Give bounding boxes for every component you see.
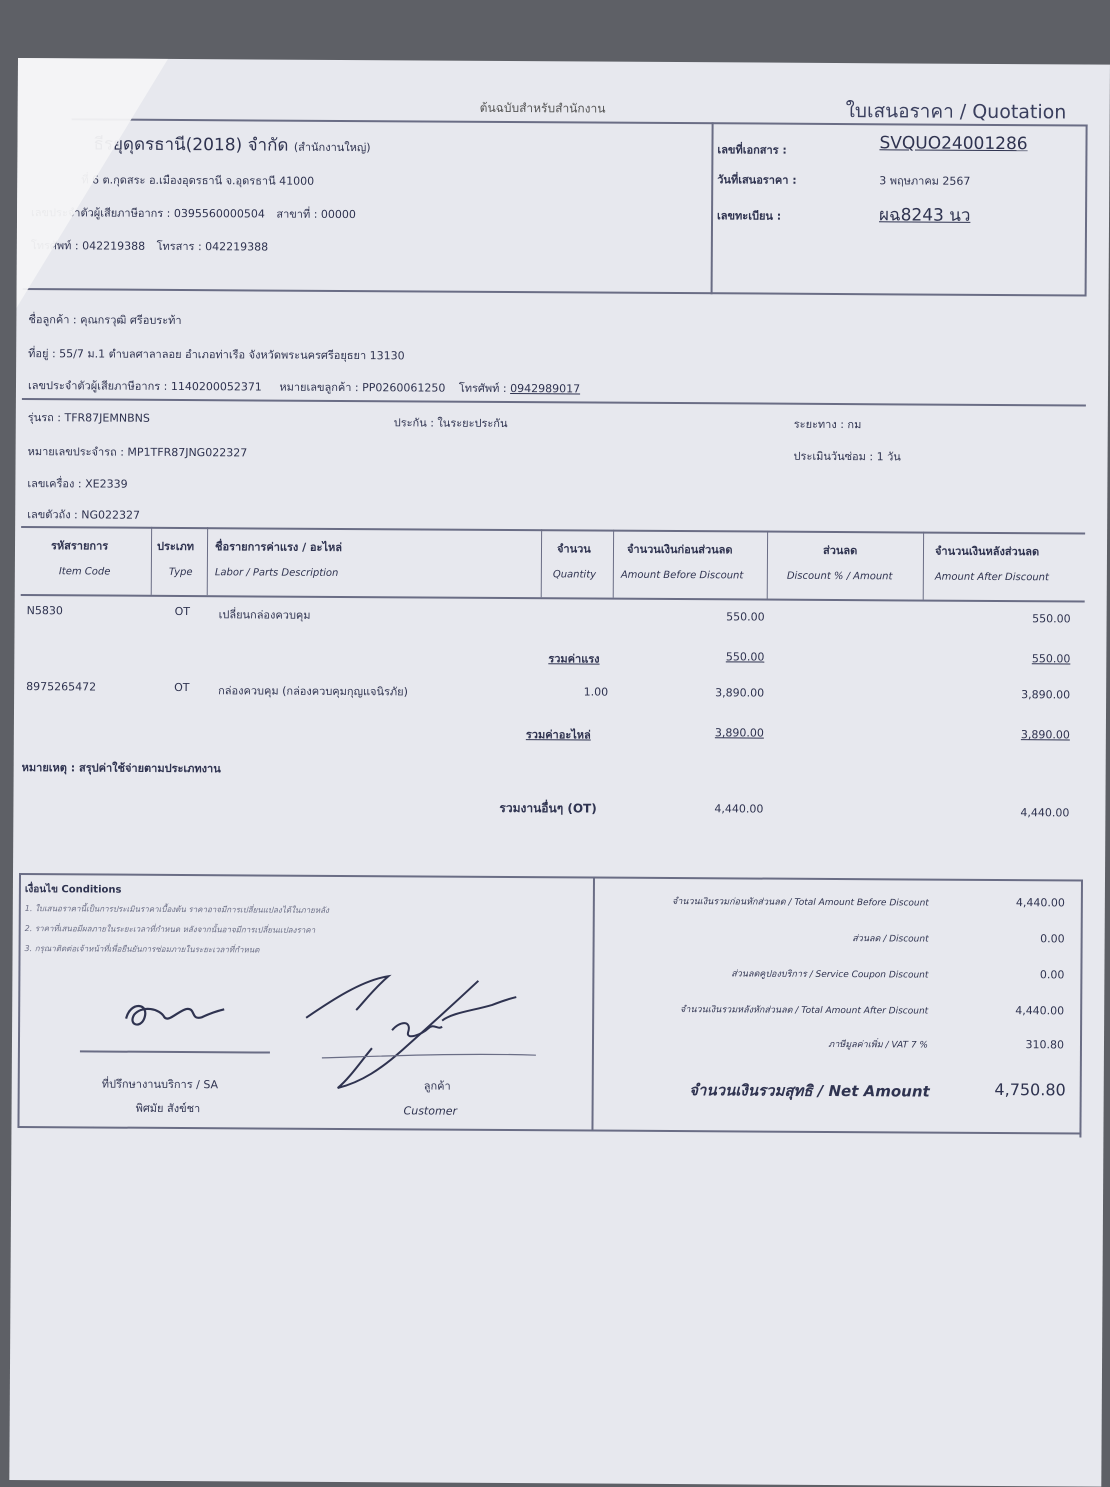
repair-estimate-days: ประเมินวันซ่อม : 1 วัน xyxy=(793,449,901,464)
vehicle-warranty: ประกัน : ในระยะประกัน xyxy=(393,416,508,430)
subtotal-labor-label: รวมค่าแรง xyxy=(548,652,600,666)
col-header-amount-before: จำนวนเงินก่อนส่วนลด xyxy=(626,542,733,557)
total-other-before: 4,440.00 xyxy=(714,802,764,816)
col-divider xyxy=(207,527,208,595)
condition-item: 2. ราคาที่เสนอมีผลภายในระยะเวลาที่กำหนด หลังจากนั้นอาจมีการเปลี่ยนแปลงราคา xyxy=(24,924,316,935)
summary-label: ส่วนลด / Discount xyxy=(852,934,929,945)
item-amount-before: 550.00 xyxy=(726,610,765,624)
summary-label: ส่วนลดคูปองบริการ / Service Coupon Discount xyxy=(731,969,929,981)
subtotal-parts-before: 3,890.00 xyxy=(714,726,764,740)
col-header-quantity-en: Quantity xyxy=(552,569,597,581)
subtotal-parts-after: 3,890.00 xyxy=(1020,728,1070,742)
col-divider xyxy=(923,532,924,600)
customer-tax-line: เลขประจำตัวผู้เสียภาษีอากร : 1140200052371 หมายเลขลูกค้า : PP0260061250 โทรศัพท์ : 0942989017 xyxy=(27,379,581,396)
sa-label: ที่ปรึกษางานบริการ / SA xyxy=(101,1077,219,1092)
folded-paper-corner xyxy=(16,58,168,309)
table-header-bottom-border xyxy=(21,594,1085,602)
col-header-quantity: จำนวน xyxy=(556,542,591,556)
item-quantity: 1.00 xyxy=(583,685,609,699)
col-header-amount-after-en: Amount After Discount xyxy=(934,571,1049,584)
col-header-type: ประเภท xyxy=(156,539,195,554)
subtotal-labor-after: 550.00 xyxy=(1031,652,1071,666)
quotation-paper xyxy=(9,58,1110,1487)
vehicle-model: รุ่นรถ : TFR87JEMNBNS xyxy=(27,411,150,425)
sa-name: พิศมัย สังข์ชา xyxy=(135,1101,201,1116)
col-header-item-code: รหัสรายการ xyxy=(50,539,109,553)
copy-label: ต้นฉบับสำหรับสำนักงาน xyxy=(479,100,606,116)
col-divider xyxy=(541,529,542,597)
footer-right-border xyxy=(1079,880,1082,1138)
net-amount-value: 4,750.80 xyxy=(994,1079,1066,1100)
col-divider xyxy=(767,531,768,599)
plate-label: เลขทะเบียน : xyxy=(717,209,782,223)
item-code: N5830 xyxy=(26,604,63,618)
col-header-amount-before-en: Amount Before Discount xyxy=(620,569,744,582)
condition-item: 3. กรุณาติดต่อเจ้าหน้าที่เพื่อยืนยันการซ่อมภายในระยะเวลาที่กำหนด xyxy=(24,944,260,955)
item-description: เปลี่ยนกล่องควบคุม xyxy=(218,608,311,622)
footer-top-border xyxy=(19,873,1083,881)
conditions-title: เงื่อนไข Conditions xyxy=(24,884,122,896)
col-header-item-code-en: Item Code xyxy=(58,566,111,578)
subtotal-labor-before: 550.00 xyxy=(725,650,765,664)
company-contact: โทรศัพท์ : 042219388 โทรสาร : 042219388 xyxy=(30,239,269,254)
summary-value: 4,440.00 xyxy=(1015,1004,1065,1018)
footer-bottom-border xyxy=(17,1126,1081,1134)
col-header-description-en: Labor / Parts Description xyxy=(214,567,339,579)
item-type: OT xyxy=(174,604,191,619)
summary-value: 0.00 xyxy=(1040,932,1065,946)
header-right-border xyxy=(1085,125,1088,295)
footer-left-border xyxy=(17,873,20,1127)
sa-signature-line xyxy=(80,1050,270,1053)
summary-label: จำนวนเงินรวมก่อนหักส่วนลด / Total Amount Before Discount xyxy=(671,897,929,909)
vehicle-distance: ระยะทาง : กม xyxy=(793,417,862,432)
item-type: OT xyxy=(174,680,190,695)
subtotal-parts-label: รวมค่าอะไหล่ xyxy=(525,728,591,742)
summary-value: 0.00 xyxy=(1039,968,1065,982)
customer-label-en: Customer xyxy=(403,1104,458,1118)
remark: หมายเหตุ : สรุปค่าใช้จ่ายตามประเภทงาน xyxy=(21,761,221,776)
summary-value: 4,440.00 xyxy=(1015,896,1065,910)
col-divider xyxy=(151,527,152,595)
col-header-description: ชื่อรายการค่าแรง / อะไหล่ xyxy=(214,540,343,554)
summary-label: จำนวนเงินรวมหลังหักส่วนลด / Total Amount After Discount xyxy=(680,1005,929,1017)
col-header-amount-after: จำนวนเงินหลังส่วนลด xyxy=(934,544,1040,559)
footer-divider xyxy=(591,877,594,1131)
customer-address: ที่อยู่ : 55/7 ม.1 ตำบลศาลาลอย อำเภอท่าเรือ จังหวัดพระนครศรีอยุธยา 13130 xyxy=(28,347,405,363)
document-title: ใบเสนอราคา / Quotation xyxy=(845,100,1067,124)
item-code: 8975265472 xyxy=(26,680,97,694)
customer-name: ชื่อลูกค้า : คุณกรวุฒิ ศรีอบระท้า xyxy=(28,313,182,328)
col-header-type-en: Type xyxy=(168,566,193,579)
company-tax-id: เลขประจำตัวผู้เสียภาษีอากร : 0395560000504 สาขาที่ : 00000 xyxy=(31,206,356,222)
item-amount-after: 3,890.00 xyxy=(1021,688,1071,702)
doc-date-label: วันที่เสนอราคา : xyxy=(717,173,797,187)
item-amount-before: 3,890.00 xyxy=(715,686,765,700)
item-description: กล่องควบคุม (กล่องควบคุมกุญแจนิรภัย) xyxy=(218,684,408,699)
plate-number: ผฉ8243 นว xyxy=(878,205,971,226)
summary-value: 310.80 xyxy=(1025,1038,1065,1052)
vehicle-engine-no: เลขเครื่อง : XE2339 xyxy=(27,477,128,491)
doc-number: SVQUO24001286 xyxy=(879,133,1028,155)
summary-label: ภาษีมูลค่าเพิ่ม / VAT 7 % xyxy=(828,1039,929,1051)
vehicle-vin: หมายเลขประจำรถ : MP1TFR87JNG022327 xyxy=(27,445,248,460)
net-amount-label: จำนวนเงินรวมสุทธิ / Net Amount xyxy=(689,1081,930,1101)
total-other-after: 4,440.00 xyxy=(1020,806,1070,820)
company-name: ธีรยุดุดรธานี(2018) จำกัด (สำนักงานใหญ่) xyxy=(93,134,371,156)
customer-bottom-border xyxy=(22,398,1086,406)
table-header-top-border xyxy=(21,526,1085,534)
total-other-label: รวมงานอื่นๆ (OT) xyxy=(499,800,597,816)
col-header-discount-en: Discount % / Amount xyxy=(786,570,893,583)
doc-date: 3 พฤษภาคม 2567 xyxy=(879,174,971,188)
customer-label: ลูกค้า xyxy=(423,1079,451,1093)
col-header-discount: ส่วนลด xyxy=(822,543,858,558)
doc-number-label: เลขที่เอกสาร : xyxy=(717,143,787,157)
company-address: ที่ 6 ต.กุดสระ อ.เมืองอุดรธานี จ.อุดรธานี 41000 xyxy=(81,173,315,188)
customer-signature xyxy=(302,960,543,1101)
condition-item: 1. ใบเสนอราคานี้เป็นการประเมินราคาเบื้องต้น ราคาอาจมีการเปลี่ยนแปลงได้ในภายหลัง xyxy=(24,904,329,915)
header-bottom-border xyxy=(23,288,1087,296)
header-divider xyxy=(711,122,714,294)
item-amount-after: 550.00 xyxy=(1032,612,1071,626)
vehicle-chassis-no: เลขตัวถัง : NG022327 xyxy=(27,508,141,522)
sa-signature xyxy=(120,989,230,1040)
col-divider xyxy=(613,530,614,598)
